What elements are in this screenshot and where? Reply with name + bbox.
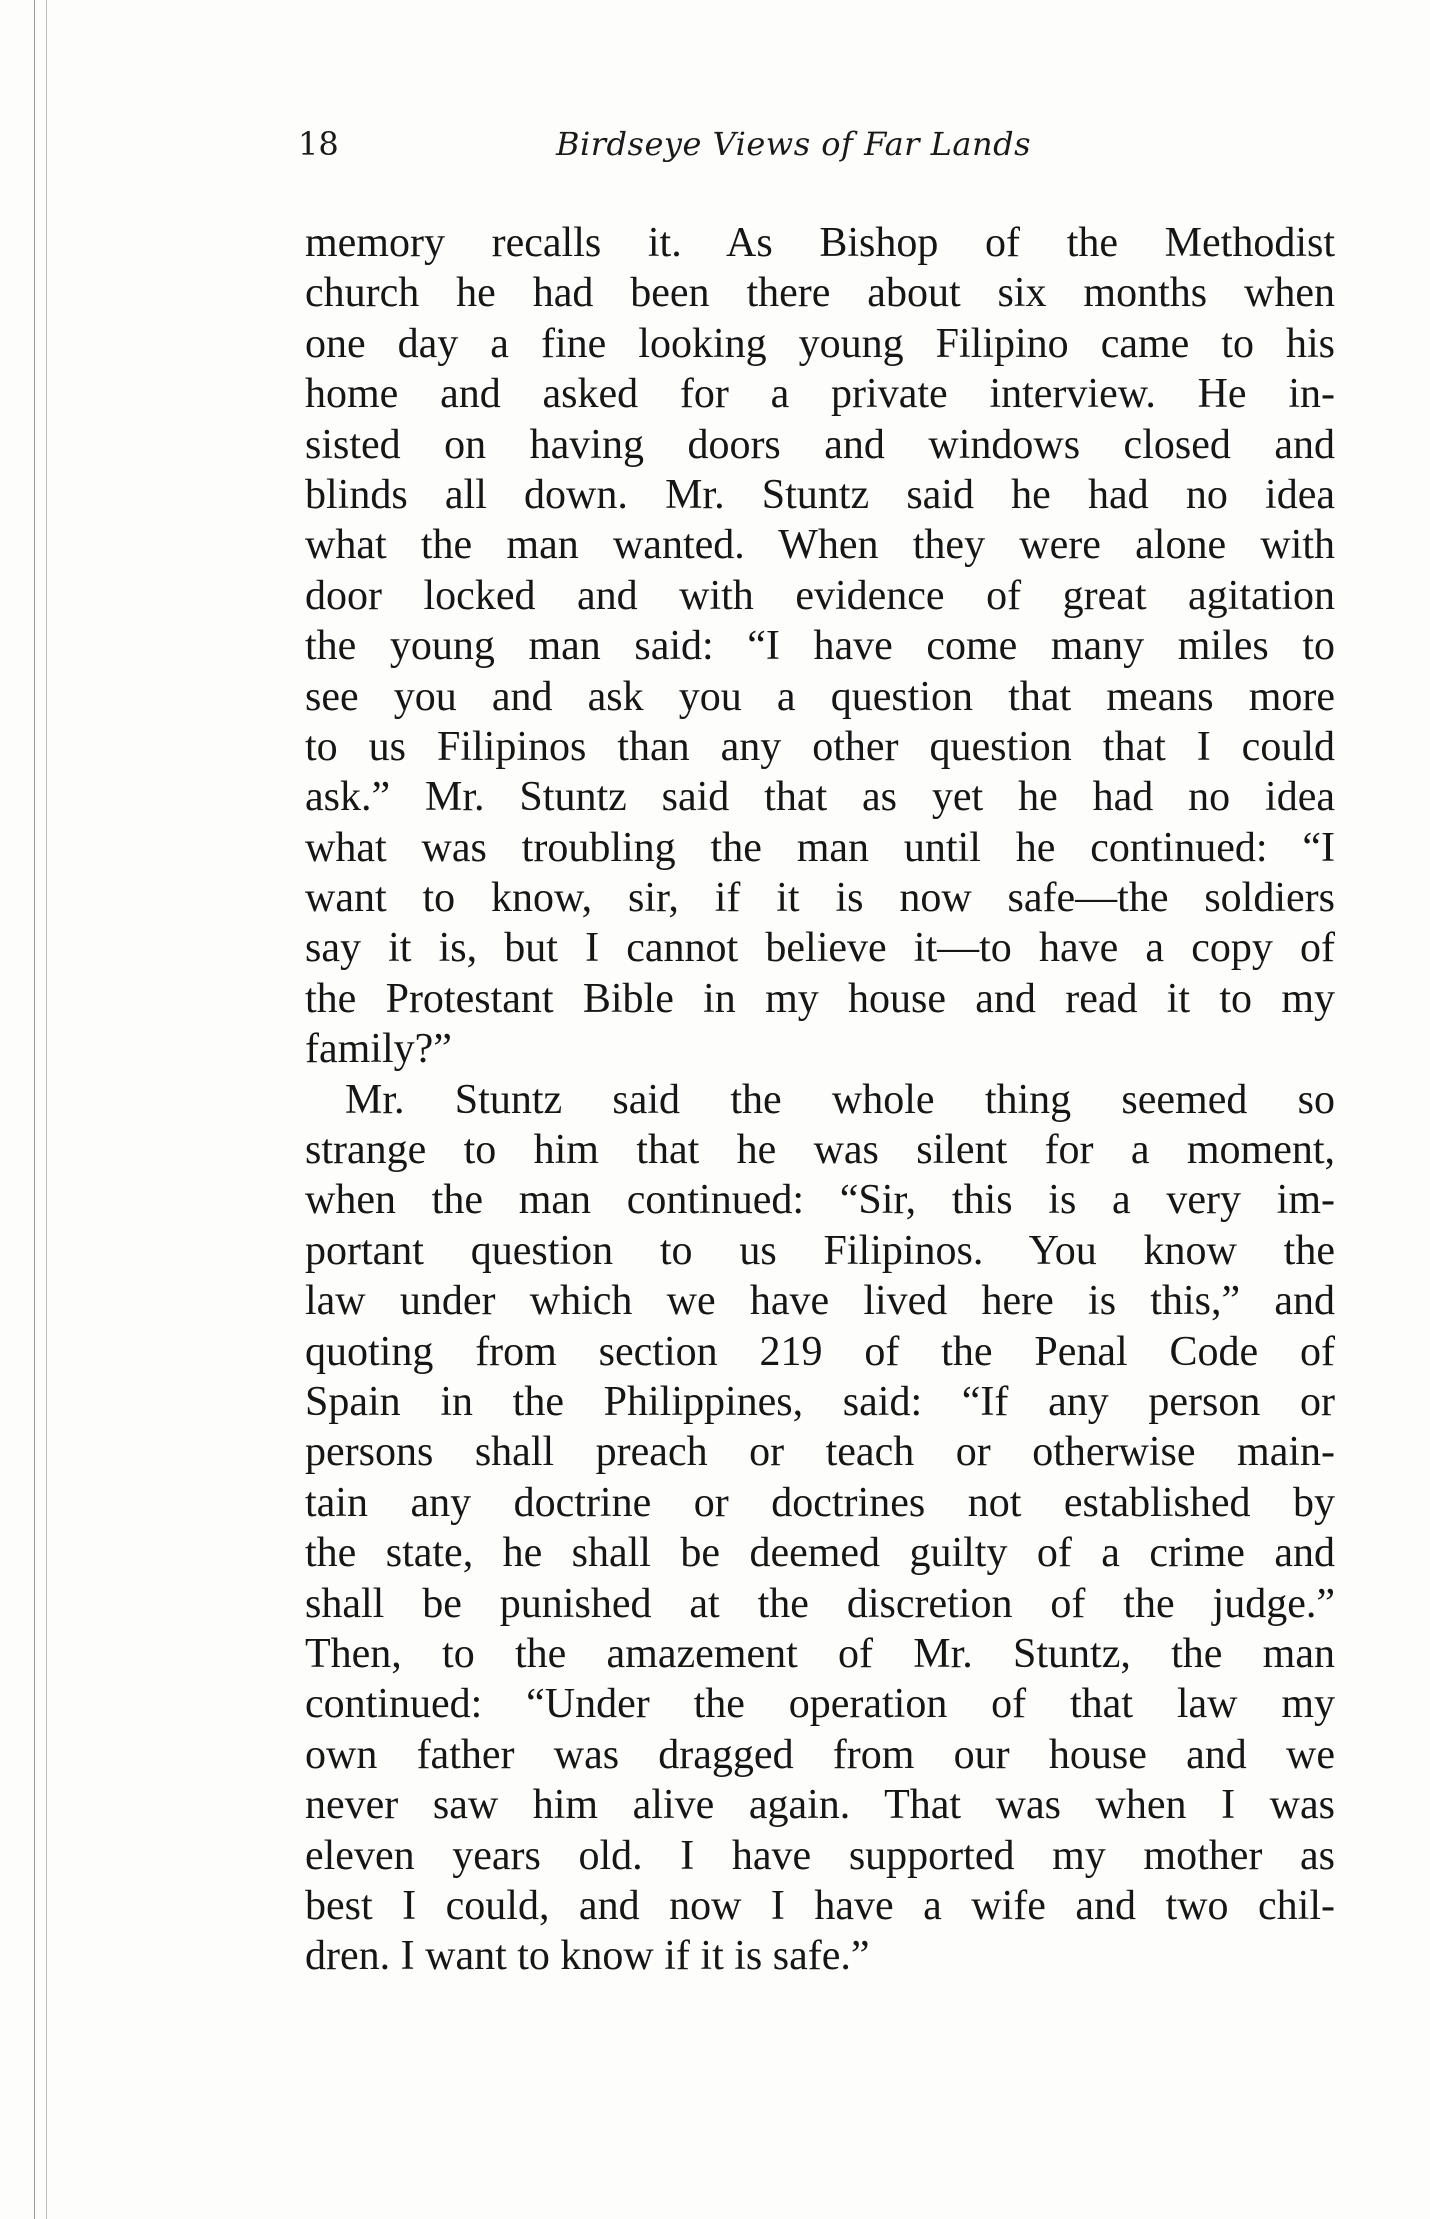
text-line: to us Filipinos than any other question that I could (305, 723, 1335, 770)
page-number: 18 (298, 125, 339, 163)
text-line: law under which we have lived here is this,” and (305, 1278, 1335, 1325)
text-line: Then, to the amazement of Mr. Stuntz, the man (305, 1630, 1335, 1677)
page-header (298, 124, 1338, 184)
binding-edge-line-inner (46, 0, 47, 2219)
text-line: Spain in the Philippines, said: “If any person or (305, 1378, 1335, 1425)
text-line: the young man said: “I have come many miles to (305, 623, 1335, 670)
body-text (305, 218, 1335, 1982)
text-line: door locked and with evidence of great agitation (305, 572, 1335, 619)
running-title: Birdseye Views of Far Lands (556, 125, 1031, 163)
text-line: best I could, and now I have a wife and two chil- (305, 1882, 1335, 1929)
text-line: the Protestant Bible in my house and read it to my (305, 975, 1335, 1022)
paragraph (305, 218, 1335, 1075)
text-line: when the man continued: “Sir, this is a very im- (305, 1177, 1335, 1224)
text-line: one day a fine looking young Filipino came to his (305, 320, 1335, 367)
text-line: what was troubling the man until he continued: “I (305, 824, 1335, 871)
text-line: persons shall preach or teach or otherwise main- (305, 1429, 1335, 1476)
text-line: sisted on having doors and windows closed and (305, 421, 1335, 468)
text-line: see you and ask you a question that means more (305, 673, 1335, 720)
text-line: shall be punished at the discretion of the judge.” (305, 1580, 1335, 1627)
text-line: never saw him alive again. That was when I was (305, 1782, 1335, 1829)
text-line: blinds all down. Mr. Stuntz said he had no idea (305, 471, 1335, 518)
text-line: dren. I want to know if it is safe.” (305, 1933, 870, 1980)
text-line: strange to him that he was silent for a moment, (305, 1127, 1335, 1174)
text-line: tain any doctrine or doctrines not established by (305, 1479, 1335, 1526)
text-line: home and asked for a private interview. He in- (305, 371, 1335, 418)
text-line: family?” (305, 1026, 452, 1073)
text-line: say it is, but I cannot believe it—to have a copy of (305, 925, 1335, 972)
text-line: memory recalls it. As Bishop of the Methodist (305, 220, 1335, 266)
text-line: ask.” Mr. Stuntz said that as yet he had no idea (305, 774, 1335, 821)
text-line: portant question to us Filipinos. You know the (305, 1227, 1335, 1274)
text-line: continued: “Under the operation of that law my (305, 1681, 1335, 1728)
text-line: quoting from section 219 of the Penal Code of (305, 1328, 1335, 1375)
text-line: want to know, sir, if it is now safe—the soldiers (305, 875, 1335, 922)
text-line: what the man wanted. When they were alone with (305, 522, 1335, 569)
binding-edge-line (34, 0, 35, 2219)
text-line: Mr. Stuntz said the whole thing seemed so (345, 1076, 1335, 1123)
text-line: church he had been there about six months when (305, 270, 1335, 317)
paragraph (305, 1075, 1335, 1982)
text-line: own father was dragged from our house and we (305, 1731, 1335, 1778)
text-line: eleven years old. I have supported my mother as (305, 1832, 1335, 1879)
text-line: the state, he shall be deemed guilty of a crime and (305, 1530, 1335, 1577)
